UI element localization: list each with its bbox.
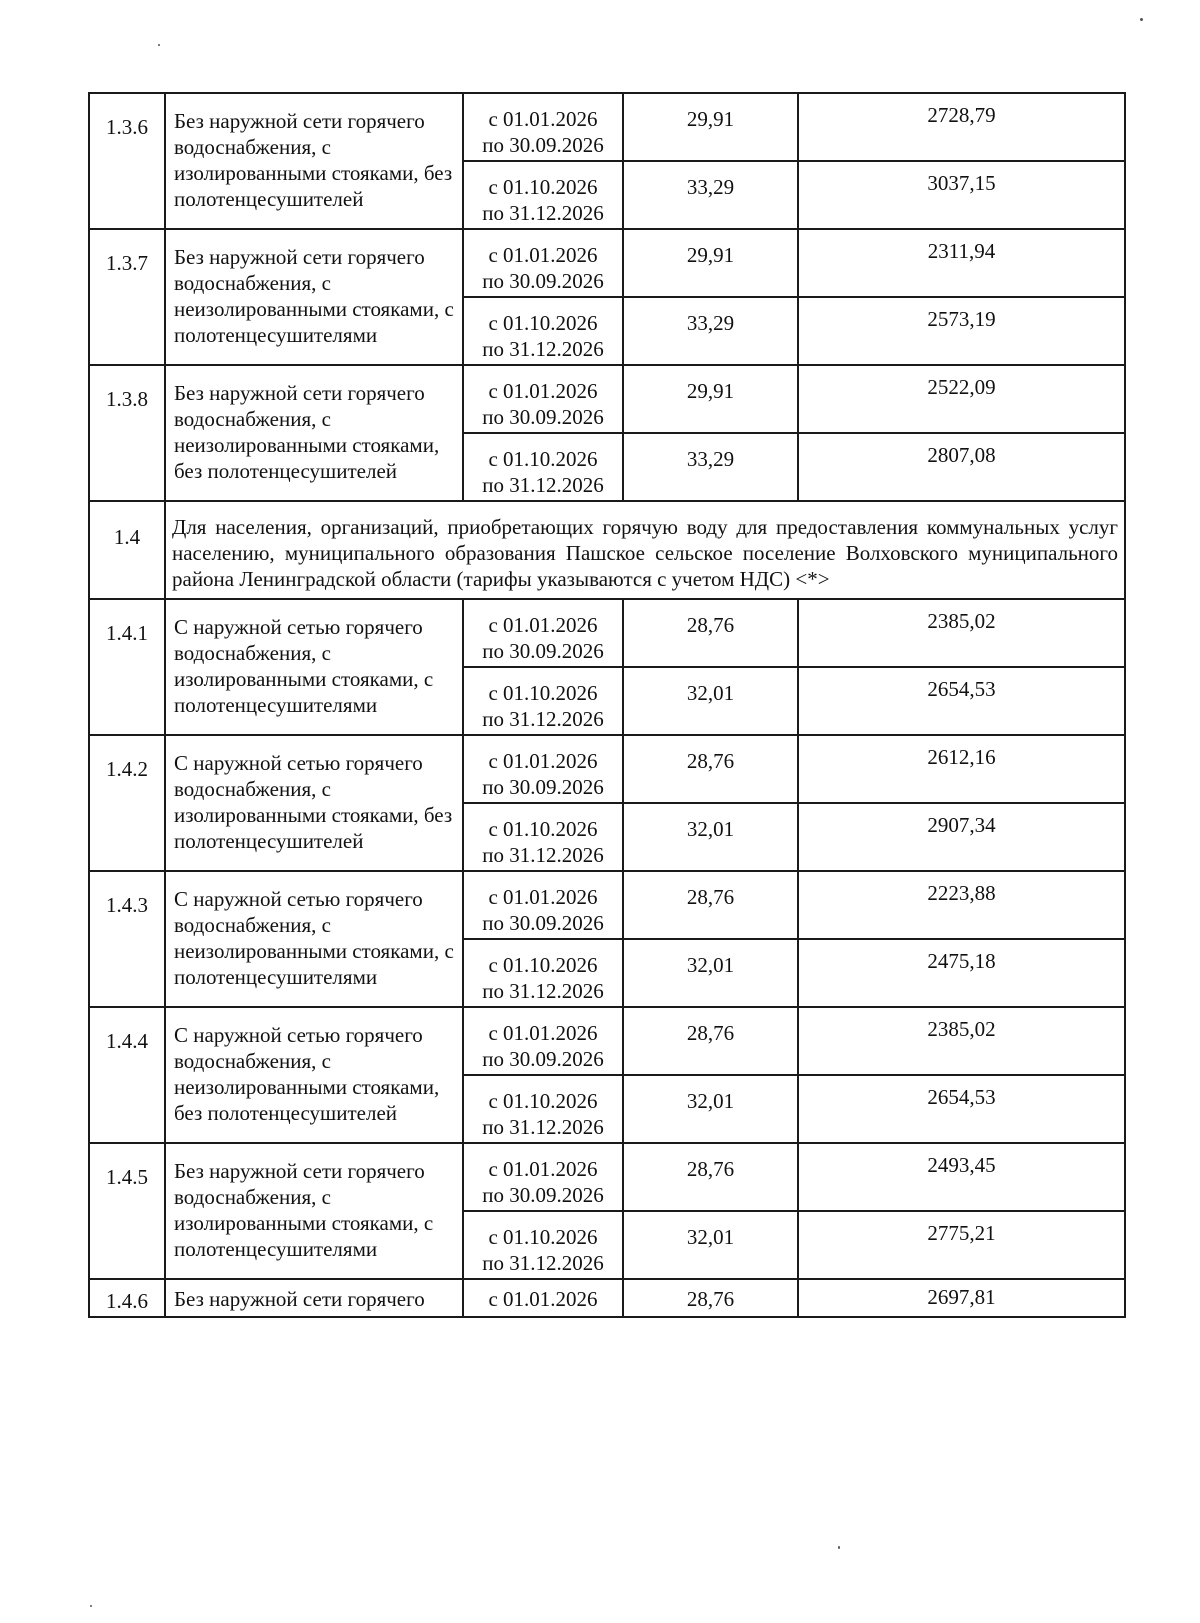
period-to: по 31.12.2026 xyxy=(482,843,604,867)
period-cell xyxy=(463,803,623,871)
period-from: с 01.10.2026 xyxy=(488,817,598,841)
period-cell xyxy=(463,365,623,433)
row-code: 1.4.2 xyxy=(89,735,165,871)
component-value: 32,01 xyxy=(623,667,798,735)
period-to: по 31.12.2026 xyxy=(482,979,604,1003)
component-value: 29,91 xyxy=(623,93,798,161)
scan-speck xyxy=(1140,18,1143,21)
period-cell xyxy=(463,1143,623,1211)
scan-speck xyxy=(158,44,160,46)
row-description: Без наружной сети горячего xyxy=(165,1279,463,1317)
table-row xyxy=(89,1279,1125,1317)
heat-value: 2385,02 xyxy=(798,1007,1125,1075)
period-cell xyxy=(463,1075,623,1143)
row-description: Без наружной сети горячего водоснабжения, с неизолированными стояками, с полотенцесушителями xyxy=(165,229,463,365)
component-value: 32,01 xyxy=(623,1211,798,1279)
heat-value: 2654,53 xyxy=(798,1075,1125,1143)
heat-value: 2522,09 xyxy=(798,365,1125,433)
component-value: 33,29 xyxy=(623,297,798,365)
row-description: Без наружной сети горячего водоснабжения, с изолированными стояками, с полотенцесушителями xyxy=(165,1143,463,1279)
period-cell xyxy=(463,939,623,1007)
period-to: по 31.12.2026 xyxy=(482,1251,604,1275)
period-from: с 01.01.2026 xyxy=(488,749,598,773)
period-to: по 31.12.2026 xyxy=(482,707,604,731)
period-from: с 01.10.2026 xyxy=(488,953,598,977)
period-from: с 01.01.2026 xyxy=(488,243,598,267)
period-from: с 01.01.2026 xyxy=(488,107,598,131)
period-to: по 30.09.2026 xyxy=(482,269,604,293)
row-code: 1.3.7 xyxy=(89,229,165,365)
period-to: по 31.12.2026 xyxy=(482,473,604,497)
table-row xyxy=(89,599,1125,667)
component-value: 28,76 xyxy=(623,871,798,939)
period-from: с 01.10.2026 xyxy=(488,311,598,335)
section-title: Для населения, организаций, приобретающих горячую воду для предоставления коммунальных услуг населению, муниципального образования Пашское сельское поселение Волховского муниципального района Ленинградской области (тарифы указываются с учетом НДС) <*> xyxy=(165,501,1125,599)
row-code: 1.4.1 xyxy=(89,599,165,735)
row-code: 1.4.5 xyxy=(89,1143,165,1279)
period-from: с 01.10.2026 xyxy=(488,175,598,199)
row-description: Без наружной сети горячего водоснабжения, с изолированными стояками, без полотенцесушителей xyxy=(165,93,463,229)
row-code: 1.3.6 xyxy=(89,93,165,229)
component-value: 32,01 xyxy=(623,803,798,871)
period-cell xyxy=(463,1279,623,1317)
heat-value: 2385,02 xyxy=(798,599,1125,667)
period-cell xyxy=(463,599,623,667)
scan-speck xyxy=(90,1605,92,1607)
period-from: с 01.10.2026 xyxy=(488,681,598,705)
period-cell xyxy=(463,433,623,501)
table-row xyxy=(89,229,1125,297)
row-code: 1.3.8 xyxy=(89,365,165,501)
component-value: 29,91 xyxy=(623,365,798,433)
heat-value: 2223,88 xyxy=(798,871,1125,939)
period-cell xyxy=(463,93,623,161)
period-cell xyxy=(463,1211,623,1279)
table-row xyxy=(89,93,1125,161)
period-from: с 01.01.2026 xyxy=(488,1157,598,1181)
heat-value: 2311,94 xyxy=(798,229,1125,297)
heat-value: 2807,08 xyxy=(798,433,1125,501)
tariff-table xyxy=(88,92,1126,1318)
period-cell xyxy=(463,871,623,939)
heat-value: 2775,21 xyxy=(798,1211,1125,1279)
heat-value: 2475,18 xyxy=(798,939,1125,1007)
component-value: 33,29 xyxy=(623,161,798,229)
component-value: 32,01 xyxy=(623,939,798,1007)
heat-value: 2654,53 xyxy=(798,667,1125,735)
period-from: с 01.10.2026 xyxy=(488,447,598,471)
scan-speck xyxy=(838,1546,840,1549)
component-value: 29,91 xyxy=(623,229,798,297)
section-code: 1.4 xyxy=(89,501,165,599)
period-from: с 01.01.2026 xyxy=(488,1021,598,1045)
period-to: по 30.09.2026 xyxy=(482,133,604,157)
period-to: по 30.09.2026 xyxy=(482,1047,604,1071)
component-value: 28,76 xyxy=(623,1279,798,1317)
period-from: с 01.01.2026 xyxy=(488,1287,598,1311)
period-to: по 31.12.2026 xyxy=(482,201,604,225)
row-description: С наружной сетью горячего водоснабжения, с изолированными стояками, с полотенцесушителями xyxy=(165,599,463,735)
component-value: 28,76 xyxy=(623,1007,798,1075)
period-to: по 30.09.2026 xyxy=(482,911,604,935)
heat-value: 2573,19 xyxy=(798,297,1125,365)
table-row xyxy=(89,365,1125,433)
period-to: по 30.09.2026 xyxy=(482,639,604,663)
heat-value: 2612,16 xyxy=(798,735,1125,803)
row-code: 1.4.4 xyxy=(89,1007,165,1143)
row-description: С наружной сетью горячего водоснабжения, с неизолированными стояками, с полотенцесушителями xyxy=(165,871,463,1007)
period-cell xyxy=(463,229,623,297)
table-row xyxy=(89,1007,1125,1075)
row-description: С наружной сетью горячего водоснабжения, с неизолированными стояками, без полотенцесушителей xyxy=(165,1007,463,1143)
period-from: с 01.10.2026 xyxy=(488,1225,598,1249)
section-row xyxy=(89,501,1125,599)
period-cell xyxy=(463,1007,623,1075)
row-code: 1.4.6 xyxy=(89,1279,165,1317)
component-value: 32,01 xyxy=(623,1075,798,1143)
row-description: С наружной сетью горячего водоснабжения, с изолированными стояками, без полотенцесушителей xyxy=(165,735,463,871)
component-value: 33,29 xyxy=(623,433,798,501)
period-from: с 01.01.2026 xyxy=(488,885,598,909)
period-from: с 01.01.2026 xyxy=(488,613,598,637)
period-cell xyxy=(463,735,623,803)
component-value: 28,76 xyxy=(623,599,798,667)
period-to: по 30.09.2026 xyxy=(482,405,604,429)
table-row xyxy=(89,871,1125,939)
component-value: 28,76 xyxy=(623,1143,798,1211)
table-row xyxy=(89,1143,1125,1211)
period-cell xyxy=(463,161,623,229)
period-to: по 31.12.2026 xyxy=(482,1115,604,1139)
period-to: по 30.09.2026 xyxy=(482,1183,604,1207)
component-value: 28,76 xyxy=(623,735,798,803)
row-code: 1.4.3 xyxy=(89,871,165,1007)
period-from: с 01.01.2026 xyxy=(488,379,598,403)
heat-value: 2728,79 xyxy=(798,93,1125,161)
heat-value: 2493,45 xyxy=(798,1143,1125,1211)
row-description: Без наружной сети горячего водоснабжения, с неизолированными стояками, без полотенцесушителей xyxy=(165,365,463,501)
period-cell xyxy=(463,667,623,735)
heat-value: 3037,15 xyxy=(798,161,1125,229)
table-row xyxy=(89,735,1125,803)
heat-value: 2697,81 xyxy=(798,1279,1125,1317)
period-to: по 30.09.2026 xyxy=(482,775,604,799)
period-from: с 01.10.2026 xyxy=(488,1089,598,1113)
period-cell xyxy=(463,297,623,365)
period-to: по 31.12.2026 xyxy=(482,337,604,361)
heat-value: 2907,34 xyxy=(798,803,1125,871)
